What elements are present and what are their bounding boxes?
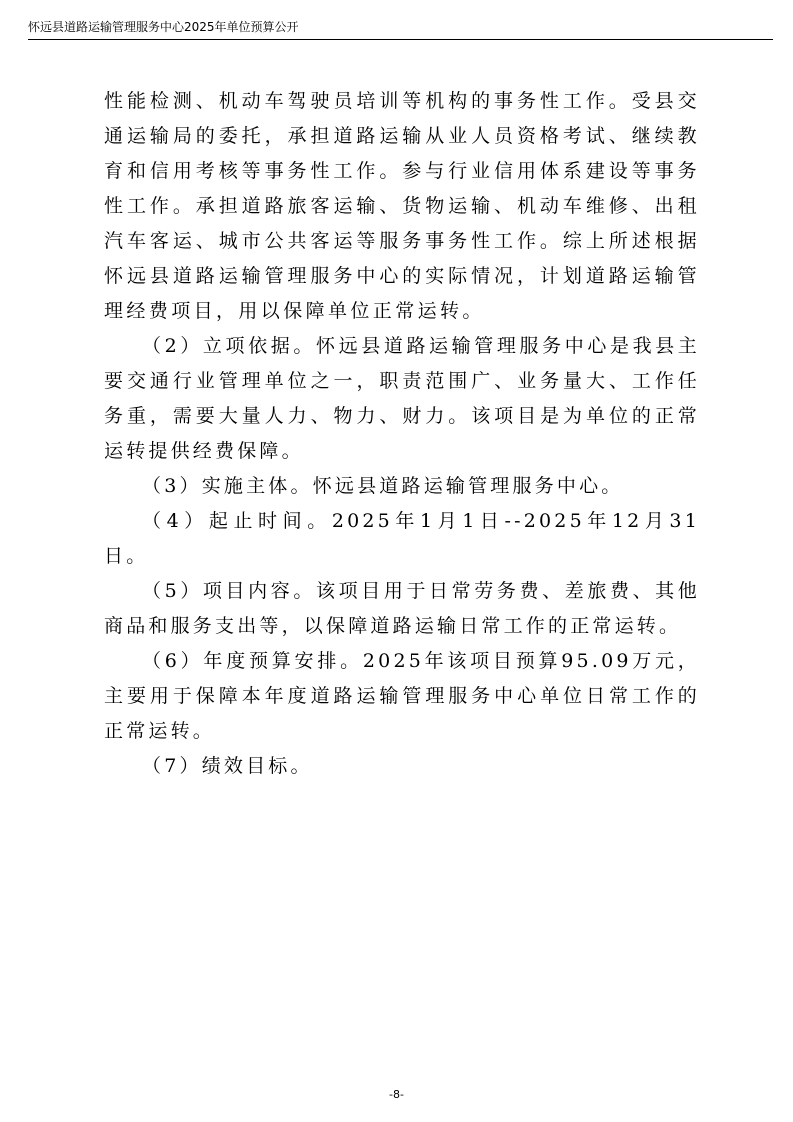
paragraph-continuation: 性能检测、机动车驾驶员培训等机构的事务性工作。受县交通运输局的委托，承担道路运输从业人员资格考试、继续教育和信用考核等事务性工作。参与行业信用体系建设等事务性工作。承担道路旅客运输、货物运输、机动车维修、出租汽车客运、城市公共客运等服务事务性工作。综上所述根据怀远县道路运输管理服务中心的实际情况，计划道路运输管理经费项目，用以保障单位正常运转。 — [104, 90, 700, 322]
paragraph-implementing-entity: （3）实施主体。怀远县道路运输管理服务中心。 — [142, 475, 624, 497]
paragraph-project-basis: （2）立项依据。怀远县道路运输管理服务中心是我县主要交通行业管理单位之一，职责范围广、业务量大、工作任务重，需要大量人力、物力、财力。该项目是为单位的正常运转提供经费保障。 — [104, 335, 700, 462]
paragraph-project-content: （5）项目内容。该项目用于日常劳务费、差旅费、其他商品和服务支出等，以保障道路运输日常工作的正常运转。 — [104, 580, 700, 637]
page-number: -8- — [389, 1088, 404, 1101]
paragraph-performance-goal: （7）绩效目标。 — [142, 755, 313, 777]
header-divider — [28, 39, 773, 40]
page-header-title: 怀远县道路运输管理服务中心2025年单位预算公开 — [28, 20, 299, 34]
paragraph-time-period: （4）起止时间。2025年1月1日--2025年12月31日。 — [104, 510, 700, 567]
paragraph-annual-budget: （6）年度预算安排。2025年该项目预算95.09万元，主要用于保障本年度道路运输管理服务中心单位日常工作的正常运转。 — [104, 650, 700, 742]
document-body — [104, 84, 700, 784]
